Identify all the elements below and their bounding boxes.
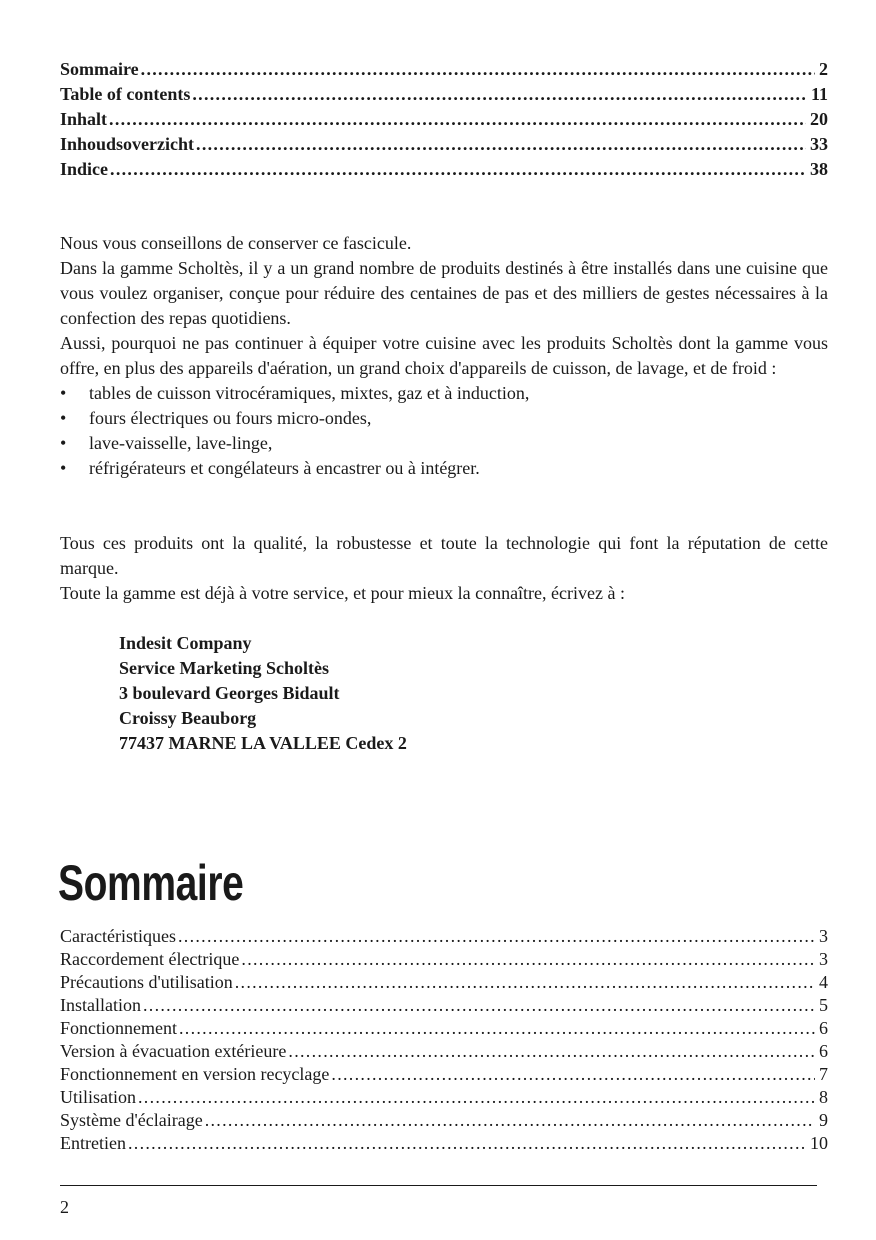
toc-page: 2 <box>819 59 828 79</box>
toc-label: Inhoudsoverzicht <box>60 134 195 154</box>
intro-paragraph: Aussi, pourquoi ne pas continuer à équiper votre cuisine avec les produits Scholtès dont la gamme vous offre, en plus des appareils d'aération, un grand choix d'appareils de cuisson, de lavage, et de froid : <box>60 333 828 378</box>
toc-entry-eclairage[interactable] <box>60 1109 828 1132</box>
language-table-of-contents <box>60 57 828 182</box>
toc-entry-caracteristiques[interactable] <box>60 925 828 948</box>
dot-leader <box>128 1132 806 1155</box>
list-item <box>60 431 828 456</box>
toc-page: 3 <box>819 949 828 969</box>
toc-label: Raccordement électrique <box>60 949 240 969</box>
toc-label: Utilisation <box>60 1087 136 1107</box>
toc-entry-entretien[interactable] <box>60 1132 828 1155</box>
address-company: Indesit Company <box>119 633 252 653</box>
toc-entry-inhoudsoverzicht[interactable] <box>60 132 828 157</box>
page-title: Sommaire <box>58 855 244 911</box>
toc-label: Indice <box>60 159 109 179</box>
list-item-text: tables de cuisson vitrocéramiques, mixtes, gaz et à induction, <box>89 383 530 403</box>
list-item-text: réfrigérateurs et congélateurs à encastrer ou à intégrer. <box>89 458 480 478</box>
toc-label: Entretien <box>60 1133 126 1153</box>
address-locality: Croissy Beauborg <box>119 708 257 728</box>
bullet: • <box>60 458 67 478</box>
intro-paragraph: Nous vous conseillons de conserver ce fascicule. <box>60 233 412 253</box>
toc-page: 33 <box>810 134 828 154</box>
toc-label: Précautions d'utilisation <box>60 972 233 992</box>
product-list <box>60 381 828 481</box>
toc-entry-sommaire[interactable] <box>60 57 828 82</box>
list-item <box>60 406 828 431</box>
toc-label: Caractéristiques <box>60 926 176 946</box>
closing-paragraph: Toute la gamme est déjà à votre service, et pour mieux la connaître, écrivez à : <box>60 583 625 603</box>
page-number: 2 <box>60 1197 69 1217</box>
address-street: 3 boulevard Georges Bidault <box>119 683 340 703</box>
dot-leader <box>192 82 807 107</box>
toc-page: 10 <box>810 1133 828 1153</box>
list-item <box>60 381 828 406</box>
sommaire-table-of-contents <box>60 925 828 1155</box>
toc-entry-table-of-contents[interactable] <box>60 82 828 107</box>
toc-page: 11 <box>810 84 828 104</box>
toc-label: Système d'éclairage <box>60 1110 203 1130</box>
toc-page: 8 <box>819 1087 828 1107</box>
toc-entry-fonctionnement[interactable] <box>60 1017 828 1040</box>
toc-page: 6 <box>819 1041 828 1061</box>
toc-label: Inhalt <box>60 109 108 129</box>
dot-leader <box>205 1109 815 1132</box>
toc-label: Fonctionnement en version recyclage <box>60 1064 330 1084</box>
dot-leader <box>143 994 815 1017</box>
toc-page: 4 <box>819 972 828 992</box>
intro-paragraph: Dans la gamme Scholtès, il y a un grand nombre de produits destinés à être installés dans une cuisine que vous voulez organiser, conçue pour réduire des centaines de pas et des milliers de gestes nécessaires à la confection des repas quotidiens. <box>60 258 828 328</box>
toc-page: 7 <box>819 1064 828 1084</box>
bullet: • <box>60 433 67 453</box>
dot-leader <box>109 107 806 132</box>
dot-leader <box>179 1017 815 1040</box>
address-city: 77437 MARNE LA VALLEE Cedex 2 <box>119 733 407 753</box>
toc-entry-indice[interactable] <box>60 157 828 182</box>
toc-page: 38 <box>810 159 828 179</box>
dot-leader <box>241 948 815 971</box>
footer-divider <box>60 1185 817 1186</box>
dot-leader <box>110 157 806 182</box>
dot-leader <box>138 1086 815 1109</box>
toc-label: Fonctionnement <box>60 1018 177 1038</box>
address-department: Service Marketing Scholtès <box>119 658 329 678</box>
toc-entry-raccordement-electrique[interactable] <box>60 948 828 971</box>
list-item-text: fours électriques ou fours micro-ondes, <box>89 408 372 428</box>
dot-leader <box>178 925 815 948</box>
toc-page: 5 <box>819 995 828 1015</box>
toc-label: Table of contents <box>60 84 191 104</box>
toc-entry-precautions[interactable] <box>60 971 828 994</box>
toc-entry-inhalt[interactable] <box>60 107 828 132</box>
dot-leader <box>331 1063 815 1086</box>
intro-text <box>60 231 828 481</box>
toc-page: 3 <box>819 926 828 946</box>
toc-page: 6 <box>819 1018 828 1038</box>
list-item <box>60 456 828 481</box>
toc-entry-installation[interactable] <box>60 994 828 1017</box>
toc-page: 9 <box>819 1110 828 1130</box>
postal-address <box>119 631 407 756</box>
toc-entry-version-evacuation[interactable] <box>60 1040 828 1063</box>
toc-page: 20 <box>810 109 828 129</box>
list-item-text: lave-vaisselle, lave-linge, <box>89 433 273 453</box>
bullet: • <box>60 408 67 428</box>
closing-text <box>60 531 828 606</box>
toc-label: Sommaire <box>60 59 139 79</box>
closing-paragraph: Tous ces produits ont la qualité, la robustesse et toute la technologie qui font la réputation de cette marque. <box>60 533 828 578</box>
toc-entry-utilisation[interactable] <box>60 1086 828 1109</box>
toc-label: Version à évacuation extérieure <box>60 1041 287 1061</box>
bullet: • <box>60 383 67 403</box>
dot-leader <box>235 971 815 994</box>
dot-leader <box>196 132 806 157</box>
toc-label: Installation <box>60 995 141 1015</box>
toc-entry-version-recyclage[interactable] <box>60 1063 828 1086</box>
dot-leader <box>141 57 815 82</box>
dot-leader <box>288 1040 815 1063</box>
